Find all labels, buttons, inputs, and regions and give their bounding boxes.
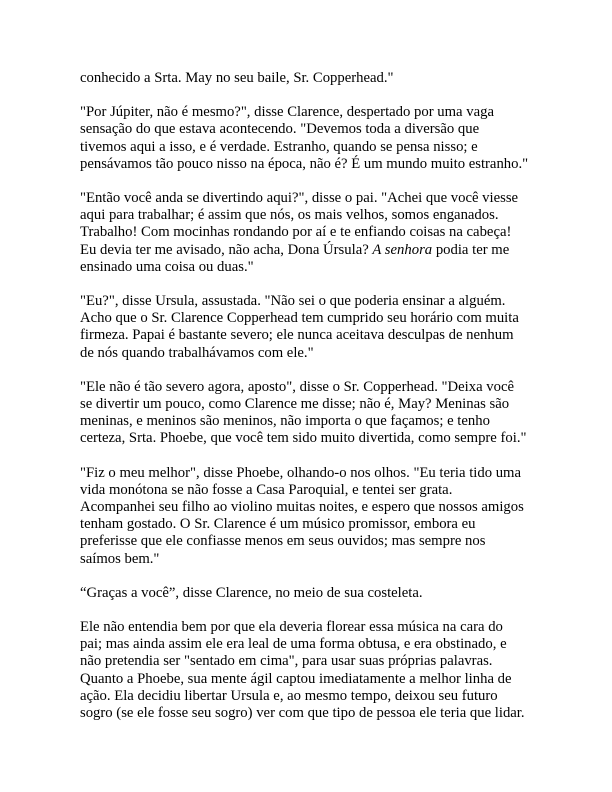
text-line: de nós quando trabalhávamos com ele." (80, 344, 314, 361)
text-line: não pretendia ser "sentado em cima", para usar suas próprias palavras. (80, 653, 493, 670)
text-line: pensávamos tão pouco nisso na época, não é? É um mundo muito estranho." (80, 155, 529, 172)
paragraph-5 (80, 379, 540, 448)
text-line: vida monótona se não fosse a Casa Paroquial, e tentei ser grata. (80, 481, 453, 498)
text-line: “Graças a você”, disse Clarence, no meio de sua costeleta. (80, 584, 423, 601)
paragraph-1 (80, 70, 540, 87)
text-line: Ele não entendia bem por que ela deveria florear essa música na cara do (80, 619, 503, 636)
text-line: se divertir um pouco, como Clarence me disse; não é, May? Meninas são (80, 396, 510, 413)
text-line: aqui para trabalhar; é assim que nós, os mais velhos, somos enganados. (80, 207, 499, 224)
text-line: ensinado uma coisa ou duas." (80, 258, 254, 275)
text-line: Acho que o Sr. Clarence Copperhead tem cumprido seu horário com muita (80, 310, 519, 327)
text-line: Quanto a Phoebe, sua mente ágil captou imediatamente a melhor linha de (80, 670, 512, 687)
text-line (80, 242, 540, 259)
text-segment: Eu devia ter me avisado, não acha, Dona Úrsula? (80, 241, 373, 258)
paragraph-4 (80, 293, 540, 362)
text-line: certeza, Srta. Phoebe, que você tem sido muito divertida, como sempre foi." (80, 430, 527, 447)
paragraph-7 (80, 585, 540, 602)
text-line: meninas, e meninos são meninos, não importa o que façamos; e tenho (80, 413, 490, 430)
text-line: saímos bem." (80, 550, 160, 567)
text-line: preferisse que ele confiasse menos em seus ouvidos; mas sempre nos (80, 533, 486, 550)
text-line: "Fiz o meu melhor", disse Phoebe, olhando-o nos olhos. "Eu teria tido uma (80, 464, 522, 481)
text-line: "Ele não é tão severo agora, aposto", disse o Sr. Copperhead. "Deixa você (80, 378, 514, 395)
text-line: "Então você anda se divertindo aqui?", disse o pai. "Achei que você viesse (80, 190, 519, 207)
text-line: conhecido a Srta. May no seu baile, Sr. Copperhead." (80, 70, 394, 86)
text-line: Acompanhei seu filho ao violino muitas noites, e espero que nossos amigos (80, 499, 524, 516)
text-line: "Eu?", disse Ursula, assustada. "Não sei o que poderia ensinar a alguém. (80, 293, 506, 310)
text-line: pai; mas ainda assim ele era leal de uma forma obtusa, e era obstinado, e (80, 636, 507, 653)
text-line: tenham gostado. O Sr. Clarence é um músico promissor, embora eu (80, 516, 476, 533)
paragraph-8 (80, 619, 540, 722)
text-line: firmeza. Papai é bastante severo; ele nunca aceitava desculpas de nenhum (80, 327, 514, 344)
italic-emphasis: A senhora (372, 241, 433, 258)
text-line: sensação do que estava acontecendo. "Devemos toda a diversão que (80, 121, 480, 138)
text-line: "Por Júpiter, não é mesmo?", disse Clarence, despertado por uma vaga (80, 104, 494, 121)
paragraph-6 (80, 465, 540, 568)
text-line: sogro (se ele fosse seu sogro) ver com que tipo de pessoa ele teria que lidar. (80, 705, 525, 722)
text-segment: podia ter me (432, 241, 510, 258)
paragraph-2 (80, 104, 540, 173)
text-line: tivemos aqui a isso, e é verdade. Estranho, quando se pensa nisso; e (80, 138, 478, 155)
text-line: Trabalho! Com mocinhas rondando por aí e te enfiando coisas na cabeça! (80, 224, 512, 241)
paragraph-3 (80, 190, 540, 276)
text-line: ação. Ela decidiu libertar Ursula e, ao mesmo tempo, deixou seu futuro (80, 687, 498, 704)
document-page (80, 70, 540, 739)
